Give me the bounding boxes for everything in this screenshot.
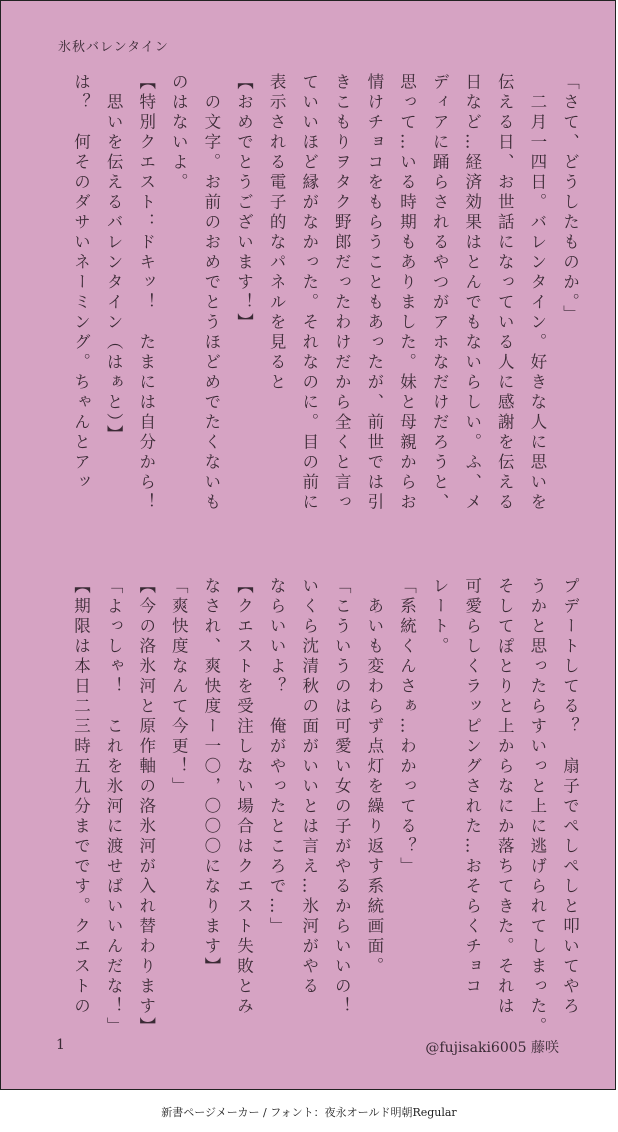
text-column: ならいいよ？ 俺がやったところで…」 [267, 577, 287, 937]
text-column: 「系統くんさぁ…わかってる？」 [397, 577, 417, 877]
text-column: 思って…いる時期もありました。妹と母親からお [397, 73, 417, 513]
text-column: 二月一四日。バレンタイン。好きな人に思いを [527, 73, 547, 513]
text-column: 情けチョコをもらうこともあったが、前世では引 [364, 73, 384, 513]
text-column: きこもりヲタク野郎だったわけだから全くと言っ [332, 73, 352, 513]
text-column: のはないよ。 [169, 73, 189, 193]
text-column: 日など…経済効果はとんでもないらしい。ふ、メ [462, 73, 482, 513]
text-column: 「爽快度なんて今更！」 [169, 577, 189, 797]
text-column: 思いを伝えるバレンタイン（はぁと）】 [104, 73, 124, 445]
text-column: 【特別クエスト：ドキッ！ たまには自分から！ [136, 73, 156, 513]
text-column: いくら沈清秋の面がいいとは言え…氷河がやる [299, 577, 319, 997]
text-column: 「さて、どうしたものか。」 [560, 73, 580, 325]
text-column: の文字。お前のおめでとうほどめでたくないも [201, 73, 221, 513]
page-number: 1 [56, 1037, 65, 1053]
text-column: ディアに踊らされるやつがアホなだけだろうと、 [430, 73, 450, 513]
text-column: 伝える日、お世話になっている人に感謝を伝える [495, 73, 515, 513]
text-column: 表示される電子的なパネルを見ると [267, 73, 287, 393]
text-column: 【おめでとうございます！】 [234, 73, 254, 333]
text-column: 「よっしゃ！ これを氷河に渡せばいいんだな！」 [104, 577, 124, 1037]
text-column: 「こういうのは可愛い女の子がやるからいいの！ [332, 577, 352, 1017]
text-column: あいも変わらず点灯を繰り返す系統画面。 [364, 577, 384, 977]
text-column: そしてぽとりと上からなにか落ちてきた。それは [495, 577, 515, 1017]
footer-credit: 新書ページメーカー / フォント：夜永オールド明朝Regular [161, 1106, 457, 1119]
text-column: レート。 [430, 577, 450, 657]
text-column: 【期限は本日二三時五九分までです。クエストの [71, 577, 91, 1017]
text-column: 【クエストを受注しない場合はクエスト失敗とみ [234, 577, 254, 1017]
text-column: は？ 何そのダサいネーミング。ちゃんとアッ [71, 73, 91, 493]
text-column: うかと思ったらすいっと上に逃げられてしまった。 [527, 577, 547, 1037]
text-column: ていいほど縁がなかった。それなのに。目の前に [299, 73, 319, 513]
text-column: プデートしてる？ 扇子でぺしぺしと叩いてやろ [560, 577, 580, 1017]
text-column: 可愛らしくラッピングされた…おそらくチョコ [462, 577, 482, 997]
text-column: なされ、爽快度ー一〇，〇〇〇になります】 [201, 577, 221, 977]
page-title: 氷秋バレンタイン [58, 40, 169, 55]
text-column: 【今の洛氷河と原作軸の洛氷河が入れ替わります】 [136, 577, 156, 1037]
author-credit: @fujisaki6005 藤咲 [425, 1040, 559, 1056]
